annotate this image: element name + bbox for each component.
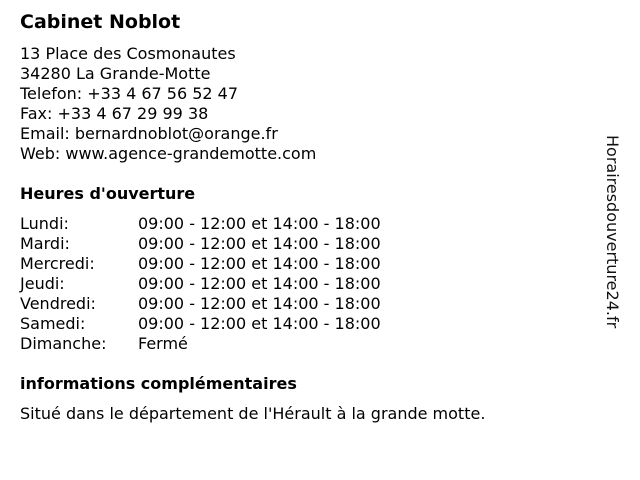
day-hours: 09:00 - 12:00 et 14:00 - 18:00	[138, 234, 381, 253]
opening-hours-table	[20, 214, 440, 354]
phone-number: Telefon: +33 4 67 56 52 47	[20, 84, 239, 103]
day-label: Mardi:	[20, 234, 70, 253]
day-label: Jeudi:	[20, 274, 65, 293]
day-hours: 09:00 - 12:00 et 14:00 - 18:00	[138, 294, 381, 313]
opening-hours-heading: Heures d'ouverture	[20, 184, 196, 203]
day-hours: 09:00 - 12:00 et 14:00 - 18:00	[138, 274, 381, 293]
hours-row-thursday	[20, 274, 440, 294]
hours-row-sunday	[20, 334, 440, 354]
site-watermark: Horairesdouverture24.fr	[603, 135, 622, 329]
day-label: Lundi:	[20, 214, 69, 233]
hours-row-wednesday	[20, 254, 440, 274]
day-label: Dimanche:	[20, 334, 107, 353]
day-hours: 09:00 - 12:00 et 14:00 - 18:00	[138, 314, 381, 333]
website-url: Web: www.agence-grandemotte.com	[20, 144, 317, 163]
address-street: 13 Place des Cosmonautes	[20, 44, 236, 63]
additional-info-heading: informations complémentaires	[20, 374, 297, 393]
hours-row-monday	[20, 214, 440, 234]
day-hours: Fermé	[138, 334, 188, 353]
day-hours: 09:00 - 12:00 et 14:00 - 18:00	[138, 254, 381, 273]
contact-block	[20, 44, 316, 164]
additional-info-text: Situé dans le département de l'Hérault à la grande motte.	[20, 404, 486, 423]
hours-row-tuesday	[20, 234, 440, 254]
address-city: 34280 La Grande-Motte	[20, 64, 211, 83]
email-address: Email: bernardnoblot@orange.fr	[20, 124, 278, 143]
business-name: Cabinet Noblot	[20, 11, 181, 33]
fax-number: Fax: +33 4 67 29 99 38	[20, 104, 209, 123]
day-hours: 09:00 - 12:00 et 14:00 - 18:00	[138, 214, 381, 233]
hours-row-friday	[20, 294, 440, 314]
day-label: Vendredi:	[20, 294, 96, 313]
hours-row-saturday	[20, 314, 440, 334]
day-label: Mercredi:	[20, 254, 95, 273]
day-label: Samedi:	[20, 314, 86, 333]
